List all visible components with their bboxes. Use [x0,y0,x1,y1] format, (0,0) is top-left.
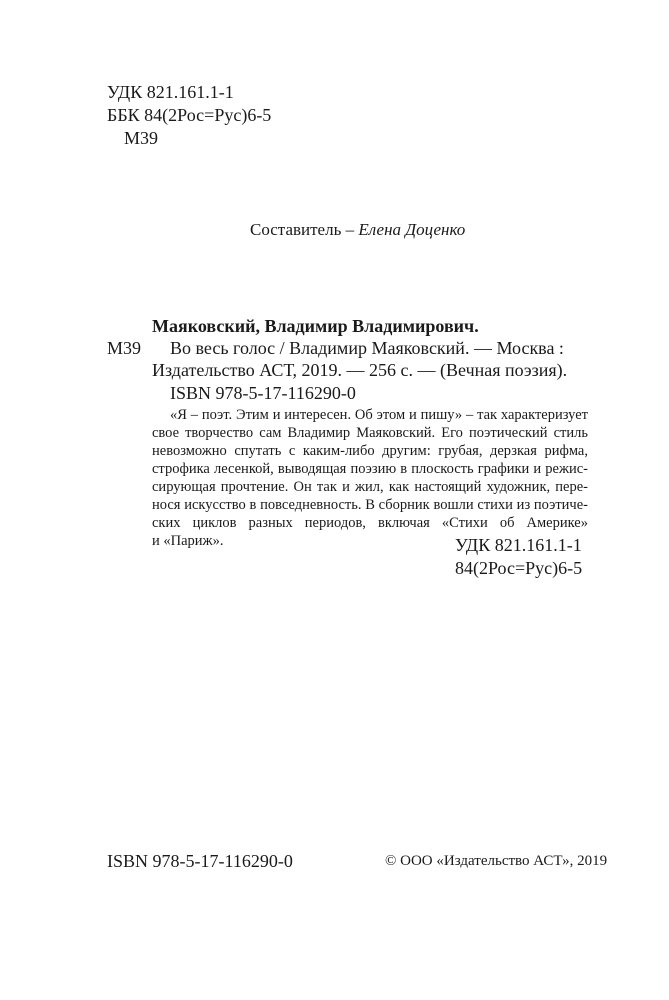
annotation-line: «Я – поэт. Этим и интересен. Об этом и пишу» – так характеризует [170,407,588,423]
annotation-line: сирующая прочтение. Он так и жил, как настоящий художник, пере- [152,479,588,495]
annotation-line: и «Париж». [152,533,224,549]
annotation-line: ских циклов разных периодов, включая «Стихи об Америке» [152,515,588,531]
footer-isbn: ISBN 978-5-17-116290-0 [107,851,293,871]
author-mark-top: М39 [124,128,159,148]
entry-title-line-2: Издательство АСТ, 2019. — 256 с. — (Вечная поэзия). [152,360,568,380]
compiler-line [250,219,465,241]
entry-title-line-1: Во весь голос / Владимир Маяковский. — Москва : [170,338,564,358]
compiler-label: Составитель – [250,220,355,239]
bbk-code-top: ББК 84(2Рос=Рус)6-5 [107,105,272,125]
footer-copyright: © ООО «Издательство АСТ», 2019 [385,853,608,869]
udk-code-top: УДК 821.161.1-1 [107,82,234,102]
annotation-line: нося искусство в повседневность. В сборник вошли стихи из поэтиче- [152,497,588,513]
entry-bbk: 84(2Рос=Рус)6-5 [455,558,583,578]
entry-annotation [152,406,588,550]
entry-isbn: ISBN 978-5-17-116290-0 [170,383,356,403]
annotation-line: свое творчество сам Владимир Маяковский. Его поэтический стиль [152,425,588,441]
entry-udk: УДК 821.161.1-1 [455,535,582,555]
entry-author-mark: М39 [107,338,142,358]
compiler-name: Елена Доценко [358,220,466,239]
entry-author: Маяковский, Владимир Владимирович. [152,316,479,336]
annotation-line: строфика лесенкой, выводящая поэзию в плоскость графики и режис- [152,461,588,477]
annotation-line: невозможно спутать с каким-либо другим: грубая, дерзкая рифма, [152,443,588,459]
